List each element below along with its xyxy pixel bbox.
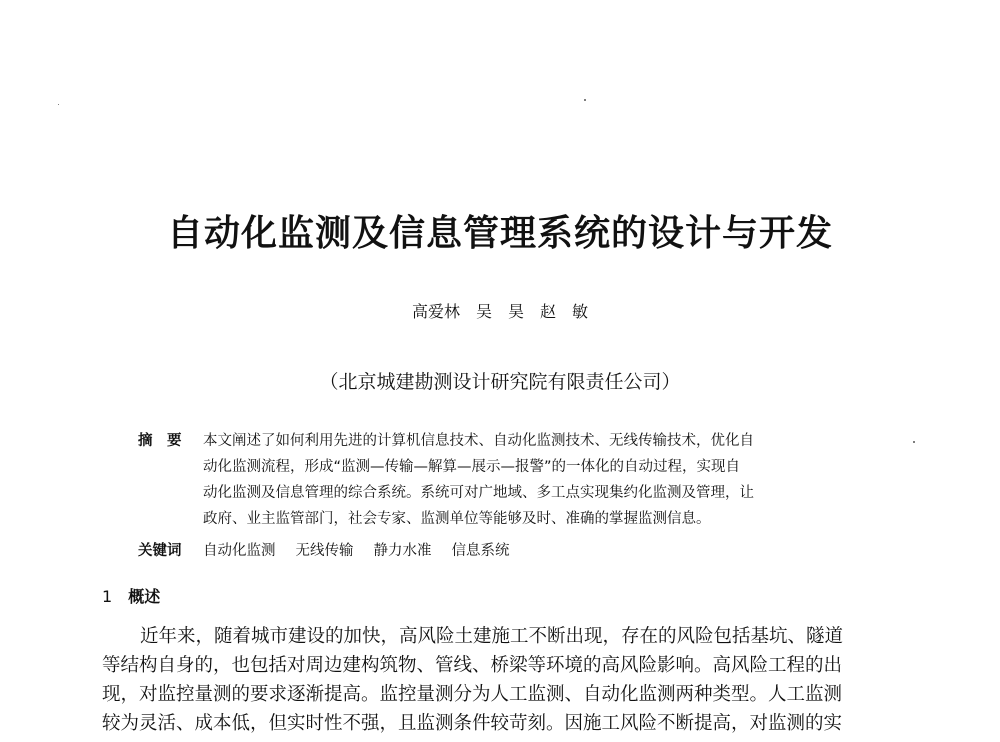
paper-authors: 高爱林 吴 昊 赵 敏 bbox=[411, 302, 588, 321]
scan-speck bbox=[584, 99, 586, 101]
section-number: 1 bbox=[102, 587, 113, 606]
scan-speck bbox=[913, 441, 915, 443]
keyword-item: 自动化监测 bbox=[203, 543, 276, 559]
body-line: 等结构自身的，也包括对周边建构筑物、管线、桥梁等环境的高风险影响。高风险工程的出 bbox=[102, 655, 843, 676]
keyword-item: 无线传输 bbox=[295, 543, 354, 559]
paper-affiliation: （北京城建勘测设计研究院有限责任公司） bbox=[319, 371, 681, 393]
abstract-line: 本文阐述了如何利用先进的计算机信息技术、自动化监测技术、无线传输技术，优化自 bbox=[203, 433, 754, 449]
abstract-line: 动化监测流程，形成“监测—传输—解算—展示—报警”的一体化的自动过程，实现自 bbox=[203, 459, 741, 475]
body-line: 近年来，随着城市建设的加快，高风险土建施工不断出现，存在的风险包括基坑、隧道 bbox=[140, 626, 844, 647]
section-title: 概述 bbox=[128, 587, 161, 606]
body-paragraph bbox=[102, 622, 902, 738]
keyword-item: 信息系统 bbox=[451, 543, 510, 559]
body-line: 现，对监控量测的要求逐渐提高。监控量测分为人工监测、自动化监测两种类型。人工监测 bbox=[102, 684, 843, 705]
abstract-label: 摘 要 bbox=[138, 433, 182, 449]
paper-title: 自动化监测及信息管理系统的设计与开发 bbox=[166, 213, 833, 254]
section-heading bbox=[102, 584, 160, 610]
abstract-line: 动化监测及信息管理的综合系统。系统可对广地域、多工点实现集约化监测及管理，让 bbox=[203, 485, 754, 501]
abstract-text bbox=[203, 428, 868, 532]
keywords-label: 关键词 bbox=[138, 543, 182, 559]
abstract-line: 政府、业主监管部门，社会专家、监测单位等能够及时、准确的掌握监测信息。 bbox=[203, 511, 711, 527]
keywords-list bbox=[203, 538, 510, 564]
body-line: 较为灵活、成本低，但实时性不强，且监测条件较苛刻。因施工风险不断提高，对监测的实 bbox=[102, 713, 843, 734]
scan-speck bbox=[58, 104, 59, 105]
keyword-item: 静力水准 bbox=[373, 543, 432, 559]
keywords-row bbox=[138, 538, 868, 564]
